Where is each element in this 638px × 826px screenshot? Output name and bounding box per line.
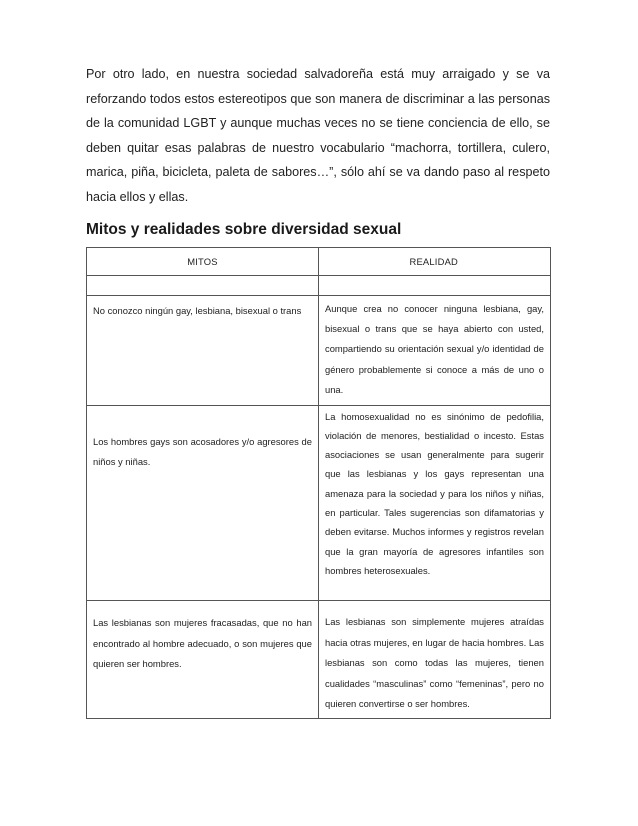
spacer-cell	[319, 275, 551, 295]
header-myths: MITOS	[87, 247, 319, 275]
myth-cell: Los hombres gays son acosadores y/o agresores de niños y niñas.	[87, 405, 319, 601]
myth-cell: No conozco ningún gay, lesbiana, bisexual o trans	[87, 295, 319, 405]
header-reality: REALIDAD	[319, 247, 551, 275]
document-page	[86, 62, 550, 719]
reality-cell: Aunque crea no conocer ninguna lesbiana, gay, bisexual o trans que se haya abierto con usted, compartiendo su orientación sexual y/o identidad de género probablemente si conoce a más de uno o una.	[319, 295, 551, 405]
table-spacer-row	[87, 275, 551, 295]
spacer-cell	[87, 275, 319, 295]
table-row	[87, 295, 551, 405]
table-header-row	[87, 247, 551, 275]
table-row	[87, 405, 551, 601]
section-title: Mitos y realidades sobre diversidad sexual	[86, 220, 402, 238]
myths-reality-table	[86, 247, 551, 719]
reality-cell: Las lesbianas son simplemente mujeres atraídas hacia otras mujeres, en lugar de hacia hombres. Las lesbianas son como todas las mujeres, tienen cualidades “masculinas” como “femeninas”, pero no quieren convertirse o ser hombres.	[319, 601, 551, 719]
myth-cell: Las lesbianas son mujeres fracasadas, que no han encontrado al hombre adecuado, o son mujeres que quieren ser hombres.	[87, 601, 319, 719]
intro-paragraph: Por otro lado, en nuestra sociedad salvadoreña está muy arraigado y se va reforzando todos estos estereotipos que son manera de discriminar a las personas de la comunidad LGBT y aunque muchas veces no se tiene conciencia de ello, se deben quitar esas palabras de nuestro vocabulario “machorra, tortillera, culero, marica, piña, bicicleta, paleta de sabores…”, sólo ahí se va dando paso al respeto hacia ellos y ellas.	[86, 67, 550, 204]
reality-cell: La homosexualidad no es sinónimo de pedofilia, violación de menores, bestialidad o incesto. Estas asociaciones se usan generalmente para sugerir que las lesbianas y los gays representan una amenaza para la sociedad y para los niños y niñas, en particular. Tales sugerencias son difamatorias y deben evitarse. Muchos informes y registros revelan que la gran mayoría de agresores infantiles son hombres heterosexuales.	[319, 405, 551, 601]
table-row	[87, 601, 551, 719]
